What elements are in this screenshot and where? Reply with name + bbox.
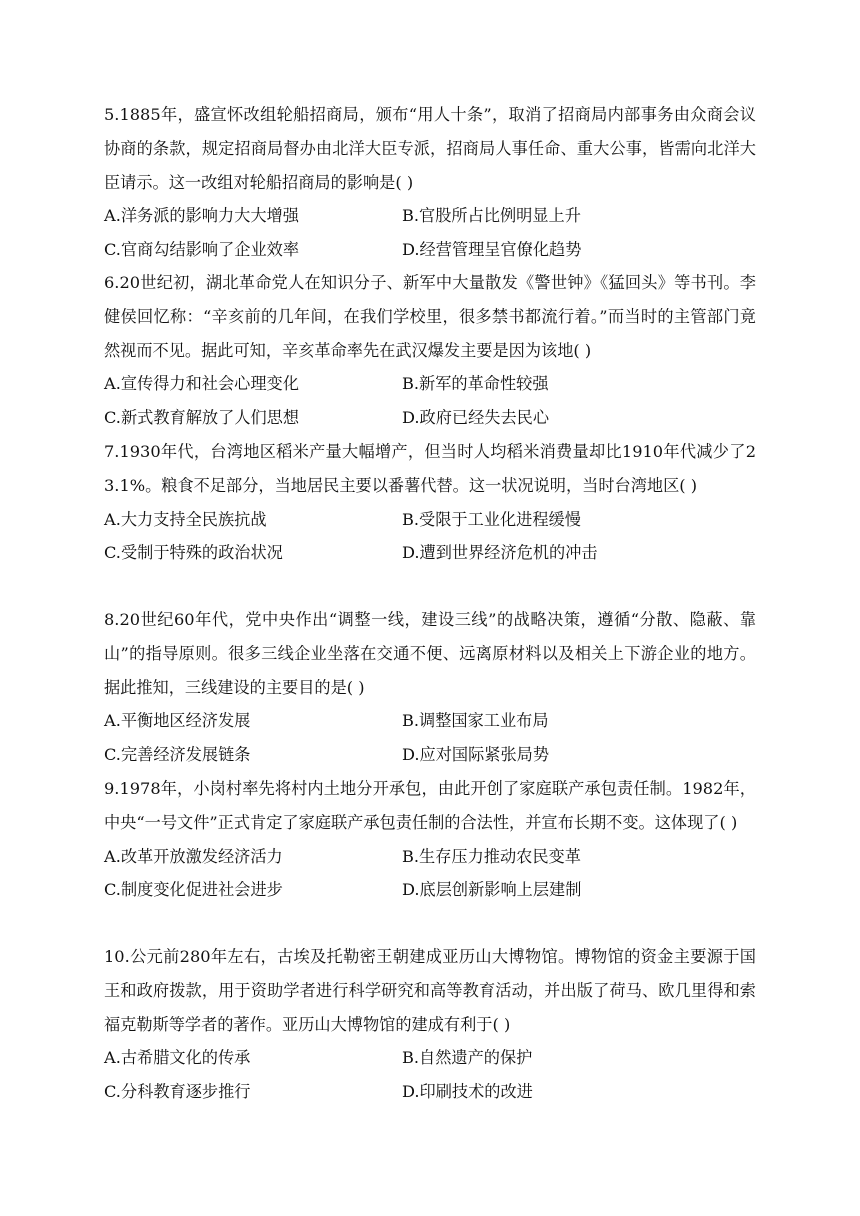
option-d[interactable]: D.经营管理呈官僚化趋势 (402, 240, 582, 260)
option-a[interactable]: A.宣传得力和社会心理变化 (104, 374, 299, 394)
question-stem: 10.公元前280年左右，古埃及托勒密王朝建成亚历山大博物馆。博物馆的资金主要源于国王和政府拨款，用于资助学者进行科学研究和高等教育活动，并出版了荷马、欧几里得和索福克勒斯等学者的著作。亚历山大博物馆的建成有利于( ) (104, 947, 756, 1034)
option-d[interactable]: D.底层创新影响上层建制 (402, 880, 582, 900)
option-a[interactable]: A.平衡地区经济发展 (104, 711, 251, 731)
option-b[interactable]: B.自然遗产的保护 (402, 1048, 533, 1068)
option-c[interactable]: C.官商勾结影响了企业效率 (104, 240, 300, 260)
option-b[interactable]: B.生存压力推动农民变革 (402, 846, 581, 866)
options (104, 704, 756, 772)
question-stem: 8.20世纪60年代，党中央作出“调整一线，建设三线”的战略决策，遵循“分散、隐蔽、靠山”的指导原则。很多三线企业坐落在交通不便、远离原材料以及相关上下游企业的地方。据此推知，三线建设的主要目的是( ) (104, 610, 756, 697)
question-8 (104, 603, 756, 772)
option-b[interactable]: B.受限于工业化进程缓慢 (402, 509, 581, 529)
option-b[interactable]: B.官股所占比例明显上升 (402, 206, 581, 226)
question-7 (104, 435, 756, 570)
option-a[interactable]: A.大力支持全民族抗战 (104, 509, 267, 529)
options (104, 840, 756, 908)
option-d[interactable]: D.遭到世界经济危机的冲击 (402, 543, 598, 563)
option-c[interactable]: C.新式教育解放了人们思想 (104, 408, 300, 428)
question-stem: 7.1930年代，台湾地区稻米产量大幅增产，但当时人均稻米消费量却比1910年代减少了23.1%。粮食不足部分，当地居民主要以番薯代替。这一状况说明，当时台湾地区( ) (104, 442, 756, 495)
question-stem: 9.1978年，小岗村率先将村内土地分开承包，由此开创了家庭联产承包责任制。1982年，中央“一号文件”正式肯定了家庭联产承包责任制的合法性，并宣布长期不变。这体现了( ) (104, 779, 756, 832)
option-b[interactable]: B.新军的革命性较强 (402, 374, 549, 394)
option-a[interactable]: A.洋务派的影响力大大增强 (104, 206, 299, 226)
options (104, 1041, 756, 1109)
question-stem: 5.1885年，盛宣怀改组轮船招商局，颁布“用人十条”，取消了招商局内部事务由众商会议协商的条款，规定招商局督办由北洋大臣专派，招商局人事任命、重大公事，皆需向北洋大臣请示。这一改组对轮船招商局的影响是( ) (104, 105, 756, 192)
option-d[interactable]: D.政府已经失去民心 (402, 408, 550, 428)
question-5 (104, 98, 756, 267)
option-d[interactable]: D.应对国际紧张局势 (402, 745, 550, 765)
option-c[interactable]: C.受制于特殊的政治状况 (104, 543, 283, 563)
options (104, 503, 756, 571)
option-c[interactable]: C.完善经济发展链条 (104, 745, 251, 765)
option-a[interactable]: A.改革开放激发经济活力 (104, 846, 283, 866)
option-a[interactable]: A.古希腊文化的传承 (104, 1048, 251, 1068)
option-b[interactable]: B.调整国家工业布局 (402, 711, 549, 731)
option-c[interactable]: C.制度变化促进社会进步 (104, 880, 283, 900)
question-6 (104, 266, 756, 435)
option-c[interactable]: C.分科教育逐步推行 (104, 1082, 251, 1102)
question-10 (104, 940, 756, 1109)
options (104, 199, 756, 267)
question-stem: 6.20世纪初，湖北革命党人在知识分子、新军中大量散发《警世钟》《猛回头》等书刊。李健侯回忆称：“辛亥前的几年间，在我们学校里，很多禁书都流行着。”而当时的主管部门竟然视而不见。据此可知，辛亥革命率先在武汉爆发主要是因为该地( ) (104, 273, 756, 360)
question-9 (104, 772, 756, 907)
option-d[interactable]: D.印刷技术的改进 (402, 1082, 533, 1102)
options (104, 367, 756, 435)
